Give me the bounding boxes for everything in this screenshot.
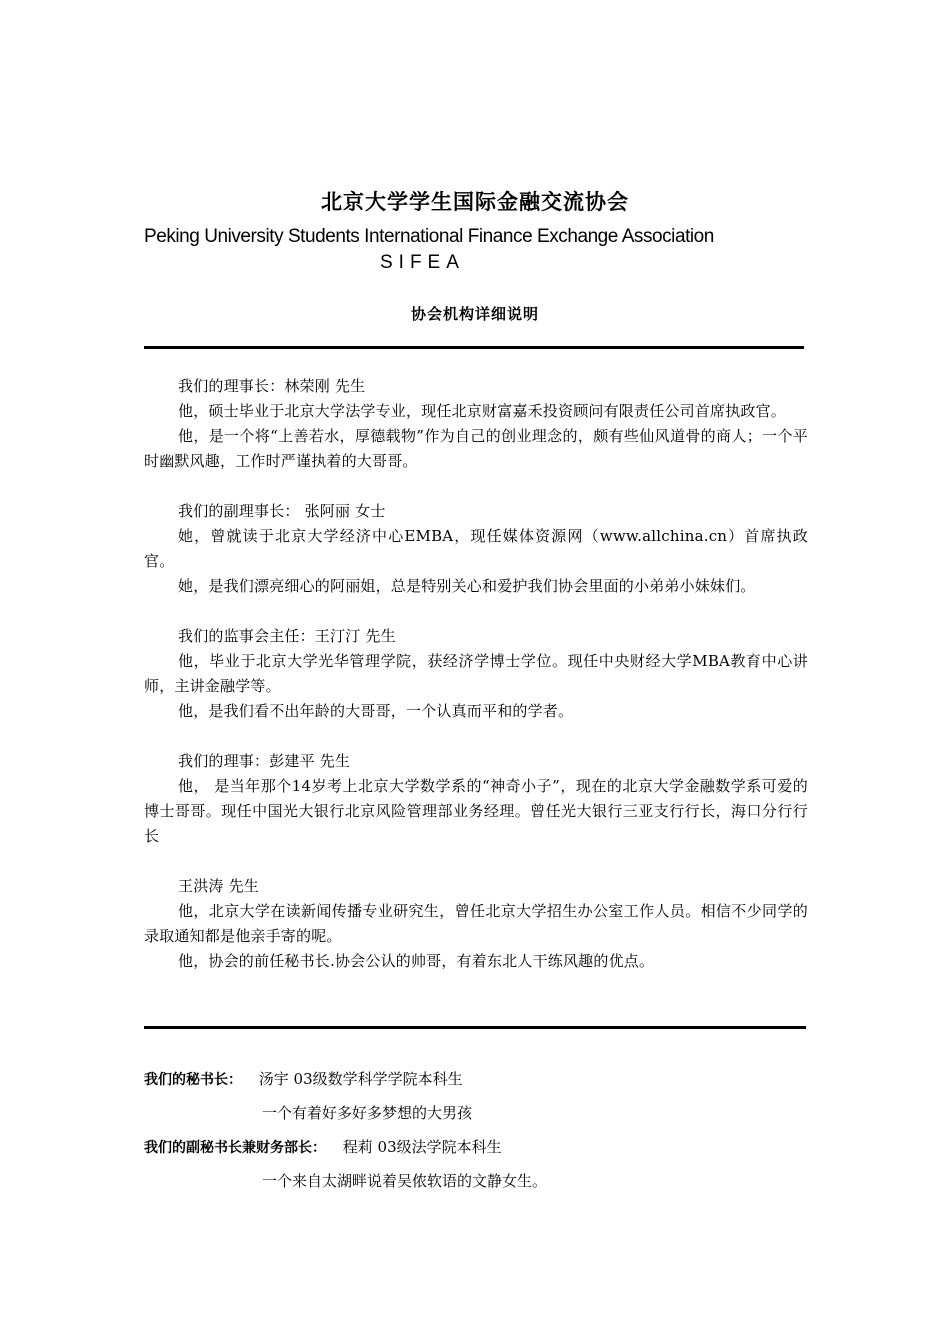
member-heading-vice-chairman: 我们的副理事长： 张阿丽 女士: [178, 502, 386, 520]
secretary-line: [144, 1068, 806, 1089]
top-divider: [144, 346, 804, 349]
member-heading-wang: 王洪涛 先生: [178, 877, 259, 895]
members-section: [144, 374, 808, 974]
deputy-secretary-line: [144, 1136, 806, 1157]
deputy-info: 程莉 03级法学院本科生: [342, 1138, 502, 1156]
deputy-desc: 一个来自太湖畔说着吴侬软语的文静女生。: [262, 1172, 548, 1190]
member-heading-chairman: 我们的理事长：林荣刚 先生: [178, 377, 366, 395]
member-paragraph: 他，是一个将“上善若水，厚德载物”作为自己的创业理念的，颇有些仙风道骨的商人；一个平时幽默风趣，工作时严谨执着的大哥哥。: [144, 427, 808, 470]
page-title: 北京大学学生国际金融交流协会: [321, 190, 629, 214]
member-heading-supervisor: 我们的监事会主任：王汀汀 先生: [178, 627, 396, 645]
secretary-desc: 一个有着好多好多梦想的大男孩: [262, 1104, 473, 1122]
member-paragraph: 他，硕士毕业于北京大学法学专业，现任北京财富嘉禾投资顾问有限责任公司首席执政官。: [178, 402, 787, 420]
member-paragraph: 他， 是当年那个14岁考上北京大学数学系的“神奇小子”，现在的北京大学金融数学系可爱的博士哥哥。现任中国光大银行北京风险管理部业务经理。曾任光大银行三亚支行行长，海口分行行长: [144, 777, 808, 845]
abbreviation: SIFEA: [380, 252, 465, 273]
bottom-divider: [144, 1026, 806, 1029]
member-paragraph: 她，是我们漂亮细心的阿丽姐，总是特别关心和爱护我们协会里面的小弟弟小妹妹们。: [178, 577, 756, 595]
member-paragraph: 他，北京大学在读新闻传播专业研究生，曾任北京大学招生办公室工作人员。相信不少同学的录取通知都是他亲手寄的呢。: [144, 902, 808, 945]
english-title: Peking University Students International Finance Exchange Association: [144, 226, 714, 247]
member-paragraph: 他，毕业于北京大学光华管理学院，获经济学博士学位。现任中央财经大学MBA教育中心讲师，主讲金融学等。: [144, 652, 808, 695]
member-paragraph: 他，协会的前任秘书长.协会公认的帅哥，有着东北人干练风趣的优点。: [178, 952, 655, 970]
member-paragraph: 她，曾就读于北京大学经济中心EMBA，现任媒体资源网（www.allchina.cn）首席执政官。: [144, 527, 808, 570]
subtitle: 协会机构详细说明: [410, 305, 539, 323]
secretary-label: 我们的秘书长：: [144, 1072, 242, 1088]
deputy-label: 我们的副秘书长兼财务部长：: [144, 1140, 326, 1156]
member-paragraph: 他，是我们看不出年龄的大哥哥，一个认真而平和的学者。: [178, 702, 574, 720]
member-heading-director: 我们的理事：彭建平 先生: [178, 752, 351, 770]
secretary-info: 汤宇 03级数学科学学院本科生: [258, 1070, 463, 1088]
